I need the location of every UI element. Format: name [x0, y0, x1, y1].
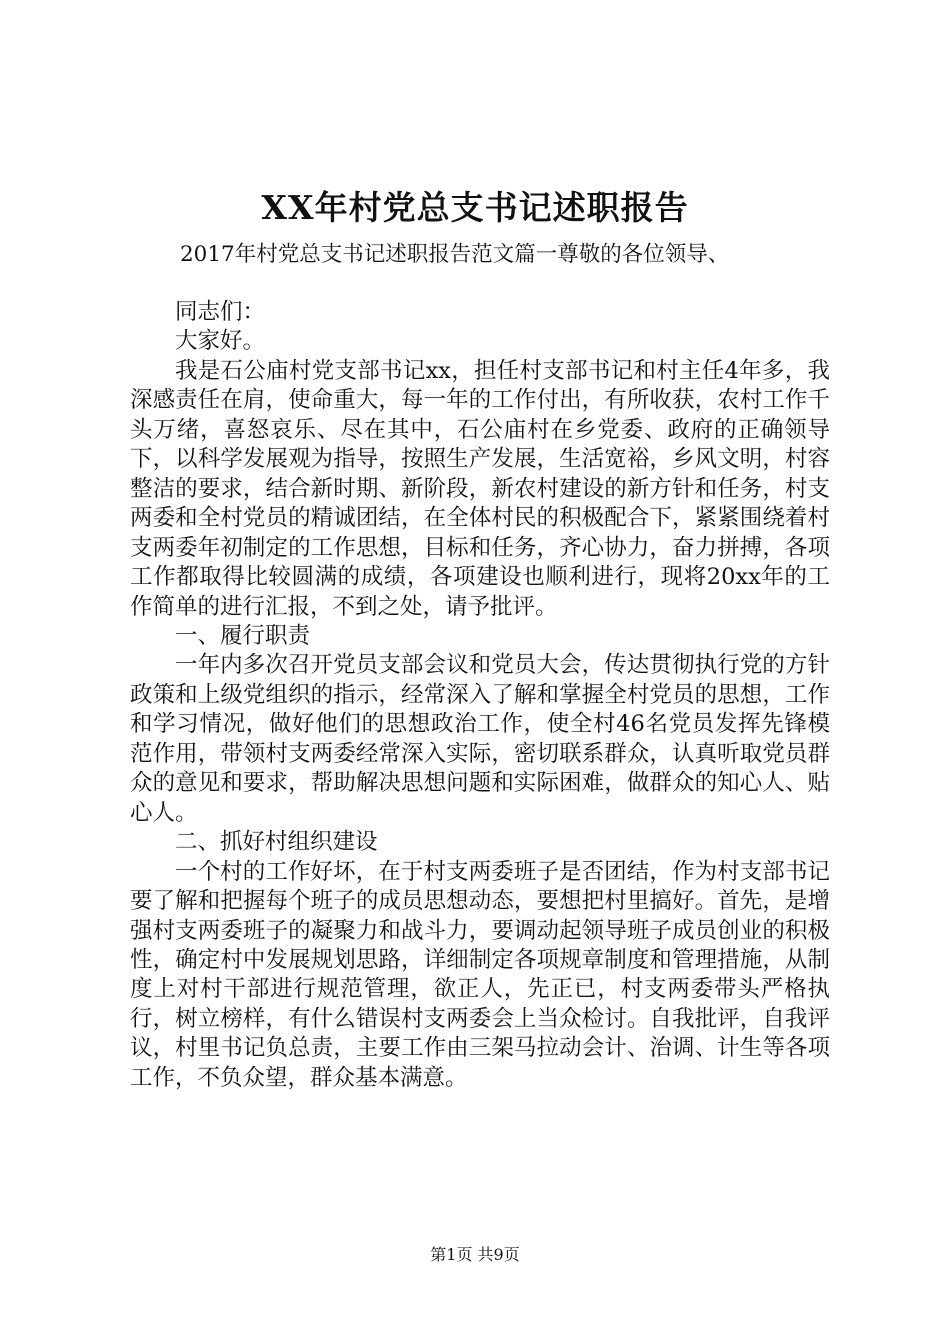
document-subtitle: 2017年村党总支书记述职报告范文篇一尊敬的各位领导、	[180, 242, 730, 267]
paragraph-organization: 一个村的工作好坏，在于村支两委班子是否团结，作为村支部书记要了解和把握每个班子的成员思想动态，要想把村里搞好。首先，是增强村支两委班子的凝聚力和战斗力，要调动起领导班子成员创业的积极性，确定村中发展规划思路，详细制定各项规章制度和管理措施，从制度上对村干部进行规范管理，欲正人，先正已，村支两委带头严格执行，树立榜样，有什么错误村支两委会上当众检讨。自我批评，自我评议，村里书记负总责，主要工作由三架马拉动会计、治调、计生等各项工作，不负众望，群众基本满意。	[130, 858, 830, 1091]
paragraph-duties: 一年内多次召开党员支部会议和党员大会，传达贯彻执行党的方针政策和上级党组织的指示，经常深入了解和掌握全村党员的思想，工作和学习情况，做好他们的思想政治工作，使全村46名党员发挥先锋模范作用，带领村支两委经常深入实际，密切联系群众，认真听取党员群众的意见和要求，帮助解决思想问题和实际困难，做群众的知心人、贴心人。	[130, 652, 830, 826]
section-heading-organization: 二、抓好村组织建设	[175, 829, 378, 856]
paragraph-greeting: 大家好。	[175, 328, 266, 355]
document-body	[130, 298, 830, 1093]
paragraph-salutation: 同志们：	[175, 299, 266, 325]
page-footer: 第1页 共9页	[430, 1245, 520, 1264]
paragraph-intro: 我是石公庙村党支部书记xx，担任村支部书记和村主任4年多，我深感责任在肩，使命重大，每一年的工作付出，有所收获，农村工作千头万绪，喜怒哀乐、尽在其中，石公庙村在乡党委、政府的正确领导下，以科学发展观为指导，按照生产发展，生活宽裕，乡风文明，村容整洁的要求，结合新时期、新阶段，新农村建设的新方针和任务，村支两委和全村党员的精诚团结，在全体村民的积极配合下，紧紧围绕着村支两委年初制定的工作思想，目标和任务，齐心协力，奋力拼搏，各项工作都取得比较圆满的成绩，各项建设也顺利进行，现将20xx年的工作简单的进行汇报，不到之处，请予批评。	[130, 357, 830, 620]
document-title: XX年村党总支书记述职报告	[261, 188, 689, 227]
section-heading-duties: 一、履行职责	[175, 622, 311, 649]
